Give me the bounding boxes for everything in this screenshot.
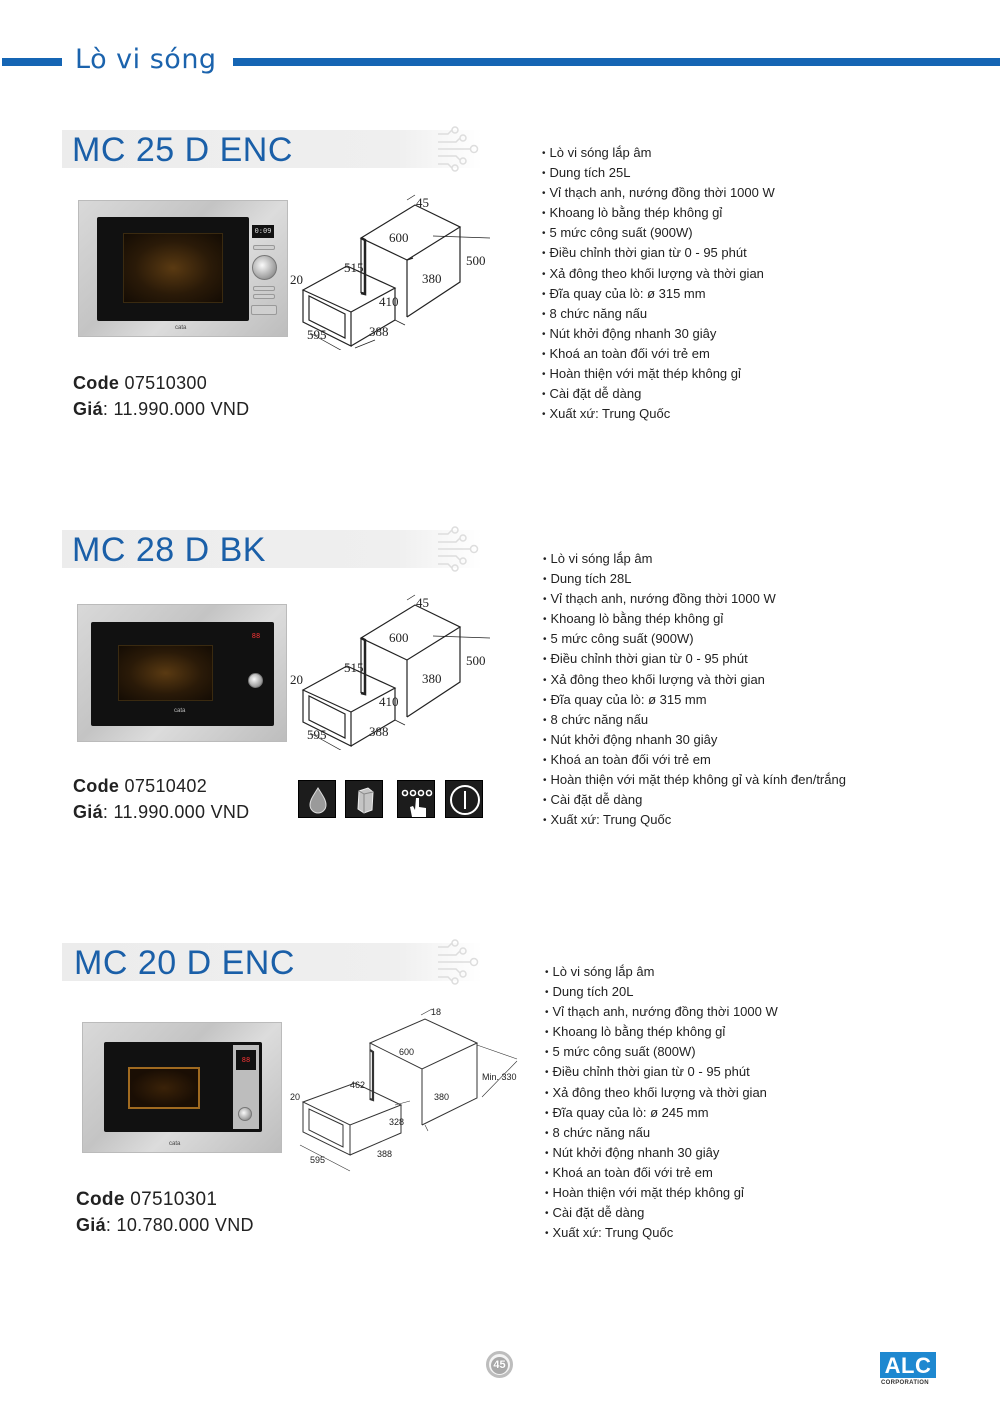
feature-item: • Khoang lò bằng thép không gỉ — [543, 609, 846, 629]
feature-item: • Hoàn thiện với mặt thép không gỉ — [545, 1183, 778, 1203]
feature-item: • Cài đặt dễ dàng — [543, 790, 846, 810]
header-bar-left — [2, 58, 62, 66]
feature-item: • Điều chỉnh thời gian từ 0 - 95 phút — [543, 649, 846, 669]
feature-item: • 8 chức năng nấu — [545, 1123, 778, 1143]
product-code: Code 07510301 — [76, 1189, 218, 1210]
svg-text:500: 500 — [466, 653, 486, 668]
feature-item: • Điều chỉnh thời gian từ 0 - 95 phút — [542, 243, 775, 263]
model-title-band — [62, 130, 482, 168]
feature-item: • Dung tích 25L — [542, 163, 775, 183]
feature-item: • Đĩa quay của lò: ø 245 mm — [545, 1103, 778, 1123]
model-title: MC 28 D BK — [72, 531, 266, 569]
model-title-band — [62, 530, 482, 568]
oven-display: 88 — [236, 1050, 256, 1070]
oven-display: 88 — [246, 631, 266, 641]
oven-window — [118, 645, 213, 701]
oven-knob — [238, 1107, 252, 1121]
dimension-diagram — [285, 1005, 530, 1175]
model-title: MC 25 D ENC — [72, 131, 293, 169]
svg-text:20: 20 — [290, 272, 303, 287]
feature-item: • Vỉ thạch anh, nướng đồng thời 1000 W — [545, 1002, 778, 1022]
product-price: Giá: 11.990.000 VND — [73, 802, 250, 822]
model-title: MC 20 D ENC — [74, 944, 295, 982]
svg-text:462: 462 — [350, 1080, 366, 1090]
svg-text:388: 388 — [377, 1149, 393, 1159]
svg-text:388: 388 — [369, 324, 389, 339]
feature-item: • Xuất xứ: Trung Quốc — [543, 810, 846, 830]
feature-item: • Lò vi sóng lắp âm — [545, 962, 778, 982]
svg-text:600: 600 — [399, 1047, 415, 1057]
feature-item: • 5 mức công suất (900W) — [543, 629, 846, 649]
svg-text:328: 328 — [389, 1117, 405, 1127]
header-bar-right — [233, 58, 1000, 66]
brand-logo: cata — [169, 1141, 181, 1147]
feature-item: • Vỉ thạch anh, nướng đồng thời 1000 W — [543, 589, 846, 609]
svg-text:380: 380 — [422, 671, 442, 686]
page-title: Lò vi sóng — [75, 44, 217, 75]
feature-item: • 8 chức năng nấu — [542, 304, 775, 324]
water-drop-icon — [298, 780, 336, 818]
feature-item: • Xả đông theo khối lượng và thời gian — [545, 1083, 778, 1103]
feature-item: • Nút khởi động nhanh 30 giây — [545, 1143, 778, 1163]
svg-text:20: 20 — [290, 1092, 301, 1102]
svg-text:Min. 330: Min. 330 — [482, 1072, 517, 1082]
feature-item: • Lò vi sóng lắp âm — [543, 549, 846, 569]
alc-logo-subtext: CORPORATION — [881, 1380, 929, 1386]
oven-button — [253, 286, 275, 291]
product-photo — [82, 1022, 282, 1153]
dimension-diagram — [285, 190, 500, 350]
feature-list — [545, 962, 778, 1243]
feature-item: • Vỉ thạch anh, nướng đồng thời 1000 W — [542, 183, 775, 203]
oven-window — [123, 233, 223, 303]
svg-text:20: 20 — [290, 672, 303, 687]
feature-item: • 8 chức năng nấu — [543, 710, 846, 730]
feature-item: • Xả đông theo khối lượng và thời gian — [542, 264, 775, 284]
oven-knob — [248, 673, 263, 688]
feature-item: • Xuất xứ: Trung Quốc — [545, 1223, 778, 1243]
feature-item: • Khoang lò bằng thép không gỉ — [545, 1022, 778, 1042]
svg-text:18: 18 — [431, 1007, 442, 1017]
page-number: 45 — [491, 1357, 508, 1374]
product-price: Giá: 11.990.000 VND — [73, 399, 250, 419]
feature-item: • Khoá an toàn đối với trẻ em — [542, 344, 775, 364]
product-code: Code 07510300 — [73, 373, 208, 393]
feature-list — [543, 549, 846, 830]
feature-item: • Xả đông theo khối lượng và thời gian — [543, 670, 846, 690]
oven-button — [251, 305, 277, 315]
product-code: Code 07510402 — [73, 776, 208, 796]
brand-logo: cata — [174, 708, 186, 714]
oven-window — [128, 1067, 200, 1109]
dimension-diagram — [285, 590, 500, 750]
feature-item: • Đĩa quay của lò: ø 315 mm — [543, 690, 846, 710]
feature-item: • Cài đặt dễ dàng — [542, 384, 775, 404]
oven-button — [253, 294, 275, 299]
svg-text:388: 388 — [369, 724, 389, 739]
feature-list — [542, 143, 775, 424]
oven-display: 0:09 — [252, 225, 274, 238]
feature-item: • Điều chỉnh thời gian từ 0 - 95 phút — [545, 1062, 778, 1082]
feature-item: • Hoàn thiện với mặt thép không gỉ — [542, 364, 775, 384]
svg-text:595: 595 — [307, 327, 327, 342]
svg-text:595: 595 — [307, 727, 327, 742]
feature-item: • 5 mức công suất (800W) — [545, 1042, 778, 1062]
feature-item: • Khoá an toàn đối với trẻ em — [543, 750, 846, 770]
circuit-decoration-icon — [434, 939, 482, 985]
svg-text:595: 595 — [310, 1155, 326, 1165]
product-price: Giá: 10.780.000 VND — [76, 1215, 254, 1235]
feature-item: • 5 mức công suất (900W) — [542, 223, 775, 243]
oven-button — [253, 245, 275, 250]
feature-item: • Hoàn thiện với mặt thép không gỉ và kính đen/trắng — [543, 770, 846, 790]
power-icon — [445, 780, 483, 818]
svg-text:45: 45 — [416, 195, 429, 210]
brand-logo: cata — [175, 325, 187, 331]
feature-item: • Xuất xứ: Trung Quốc — [542, 404, 775, 424]
circuit-decoration-icon — [434, 526, 482, 572]
svg-text:600: 600 — [389, 630, 409, 645]
feature-item: • Nút khởi động nhanh 30 giây — [543, 730, 846, 750]
model-title-band — [62, 943, 482, 981]
feature-item: • Dung tích 20L — [545, 982, 778, 1002]
feature-item: • Lò vi sóng lắp âm — [542, 143, 775, 163]
svg-text:410: 410 — [379, 294, 399, 309]
product-photo — [77, 604, 287, 742]
feature-item: • Khoá an toàn đối với trẻ em — [545, 1163, 778, 1183]
svg-text:600: 600 — [389, 230, 409, 245]
svg-text:515: 515 — [344, 260, 364, 275]
feature-item: • Đĩa quay của lò: ø 315 mm — [542, 284, 775, 304]
feature-item: • Khoang lò bằng thép không gỉ — [542, 203, 775, 223]
feature-item: • Nút khởi động nhanh 30 giây — [542, 324, 775, 344]
alc-logo: ALC — [880, 1352, 936, 1378]
page-number-badge — [486, 1351, 513, 1378]
svg-text:410: 410 — [379, 694, 399, 709]
svg-text:45: 45 — [416, 595, 429, 610]
feature-item: • Dung tích 28L — [543, 569, 846, 589]
svg-text:500: 500 — [466, 253, 486, 268]
touch-control-icon — [397, 780, 435, 818]
crystal-icon — [345, 780, 383, 818]
circuit-decoration-icon — [434, 126, 482, 172]
svg-text:515: 515 — [344, 660, 364, 675]
svg-text:380: 380 — [434, 1092, 450, 1102]
svg-text:380: 380 — [422, 271, 442, 286]
oven-knob — [252, 255, 277, 280]
product-photo — [78, 200, 288, 337]
feature-item: • Cài đặt dễ dàng — [545, 1203, 778, 1223]
